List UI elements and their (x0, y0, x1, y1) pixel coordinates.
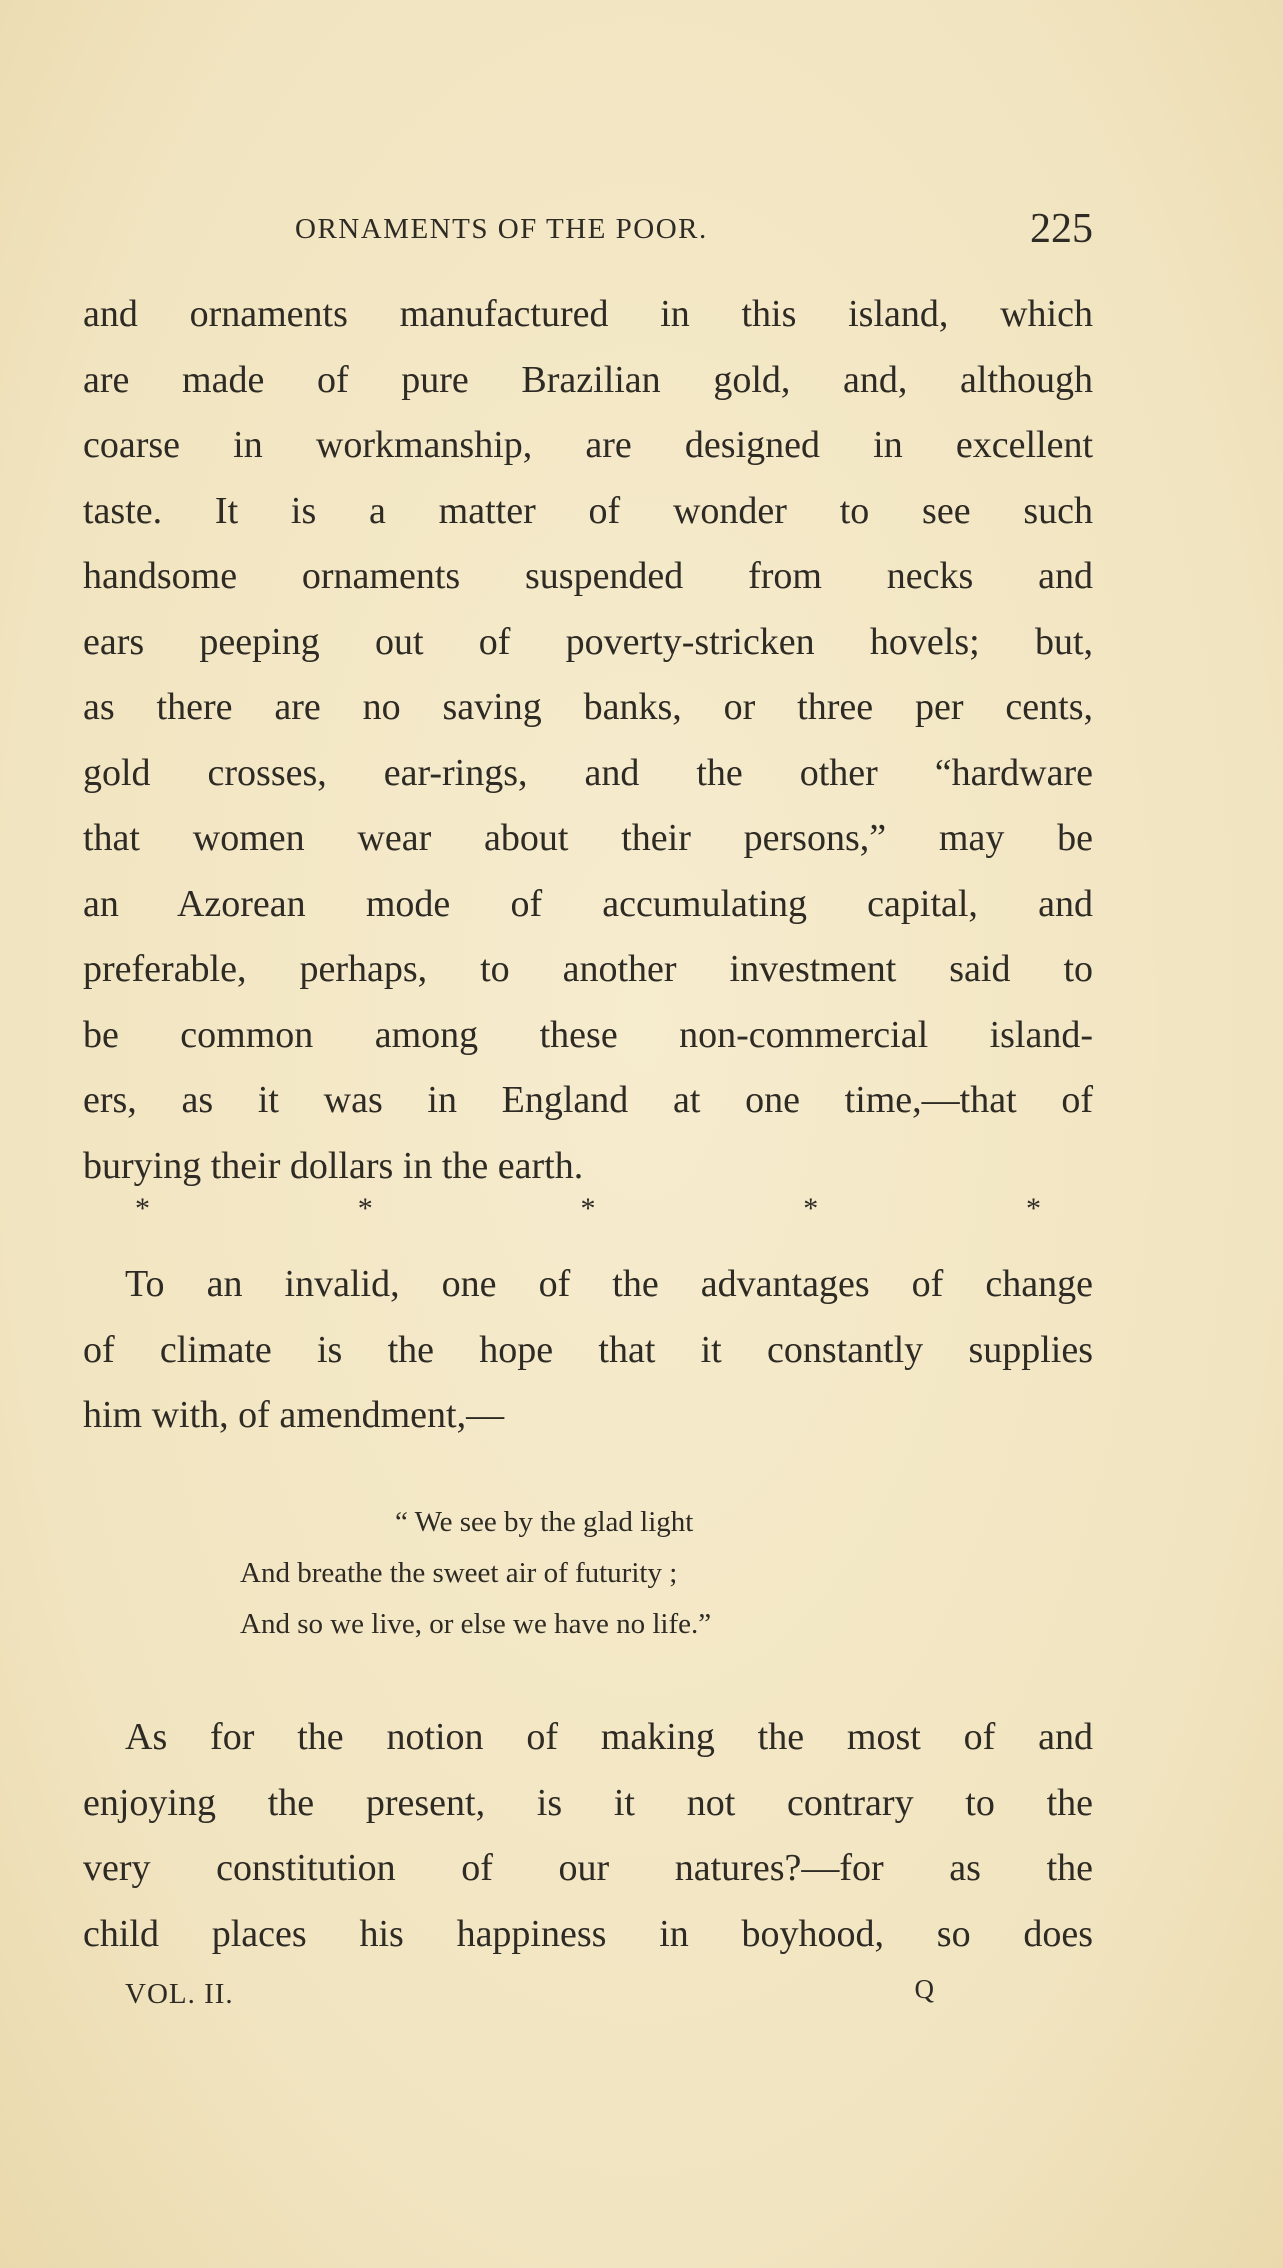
asterisk-mark: * (135, 1192, 150, 1225)
text-line: ears peeping out of poverty-stricken hovels; but, (83, 620, 1093, 663)
text-line: burying their dollars in the earth. (83, 1144, 584, 1187)
text-line: as there are no saving banks, or three per cents, (83, 686, 1093, 728)
text-line: enjoying the present, is it not contrary to the (83, 1781, 1093, 1824)
verse-line: “ We see by the glad light (395, 1506, 694, 1538)
text-line: of climate is the hope that it constantly supplies (83, 1328, 1093, 1371)
text-line: that women wear about their persons,” may be (83, 817, 1093, 859)
asterisk-mark: * (580, 1192, 596, 1225)
text-line: child places his happiness in boyhood, so does (83, 1912, 1093, 1955)
text-line: are made of pure Brazilian gold, and, although (83, 358, 1093, 401)
text-line: and ornaments manufactured in this island, which (83, 293, 1093, 335)
verse-line: And breathe the sweet air of futurity ; (240, 1557, 678, 1589)
paragraph-ornaments (83, 282, 1093, 1199)
text-line: coarse in workmanship, are designed in excellent (83, 424, 1093, 466)
text-line: ers, as it was in England at one time,—that of (83, 1079, 1093, 1121)
asterisk-mark: * (1026, 1192, 1041, 1225)
paragraph-present (83, 1705, 1093, 1967)
verse-line: And so we live, or else we have no life.” (240, 1608, 712, 1640)
section-separator (83, 1192, 1093, 1226)
text-line: him with, of amendment,— (83, 1394, 505, 1436)
asterisk-mark: * (803, 1192, 819, 1225)
text-line: handsome ornaments suspended from necks and (83, 555, 1093, 597)
verse-quotation (240, 1497, 711, 1650)
volume-marker: VOL. II. (125, 1978, 234, 2010)
text-line: very constitution of our natures?—for as the (83, 1847, 1093, 1889)
text-line: To an invalid, one of the advantages of change (125, 1263, 1093, 1305)
paragraph-invalid (83, 1252, 1093, 1449)
text-line: gold crosses, ear-rings, and the other “hardware (83, 751, 1093, 794)
page-number: 225 (1030, 206, 1093, 252)
signature-mark: Q (914, 1974, 935, 2004)
text-line: an Azorean mode of accumulating capital, and (83, 882, 1093, 925)
asterisk-mark: * (357, 1192, 373, 1225)
text-line: preferable, perhaps, to another investment said to (83, 948, 1093, 990)
page-header (83, 205, 1093, 265)
text-line: be common among these non-commercial island- (83, 1013, 1093, 1056)
page-footer (125, 1974, 935, 2018)
text-line: As for the notion of making the most of and (125, 1716, 1093, 1758)
running-title: ORNAMENTS OF THE POOR. (295, 213, 708, 245)
text-line: taste. It is a matter of wonder to see such (83, 489, 1093, 532)
